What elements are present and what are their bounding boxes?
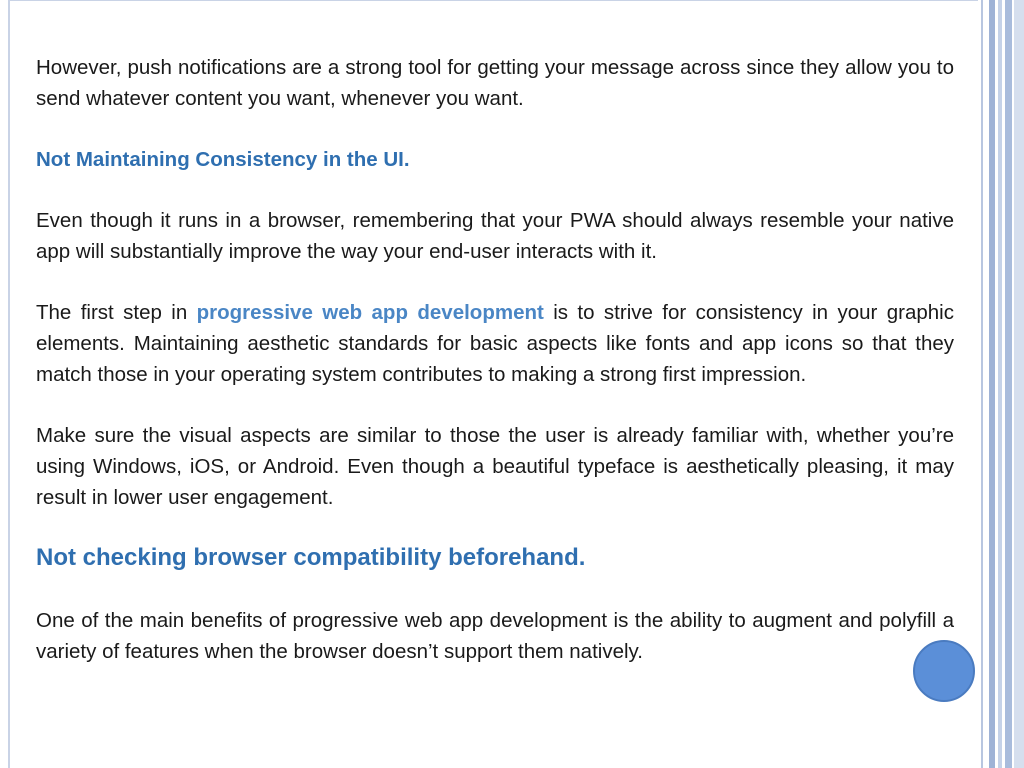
- paragraph-visual-aspects: Make sure the visual aspects are similar to those the user is already familiar with, whether you’re using Windows, iOS, or Android. Even though a beautiful typeface is aesthetically pleasing, it may result in lower user engagement.: [36, 424, 954, 509]
- paragraph-pwa-resemble: Even though it runs in a browser, remembering that your PWA should always resemble your native app will substantially improve the way your end-user interacts with it.: [36, 209, 954, 263]
- slide-frame-top: [8, 0, 980, 1]
- slide-frame-left: [8, 0, 10, 768]
- heading-browser-compatibility: Not checking browser compatibility beforehand.: [36, 544, 586, 571]
- decorative-side-stripes: [978, 0, 1024, 768]
- heading-consistency-ui: Not Maintaining Consistency in the UI.: [36, 148, 410, 171]
- paragraph-polyfill: One of the main benefits of progressive web app development is the ability to augment and polyfill a variety of features when the browser doesn’t support them natively.: [36, 609, 954, 663]
- paragraph-first-step-rest: is to strive for consistency in your graphic elements. Maintaining aesthetic standards for basic aspects like fonts and app icons so that they match those in your operating system contributes to making a strong first impression.: [36, 301, 954, 386]
- paragraph-first-step-lead: The first step in: [36, 301, 197, 324]
- paragraph-push-notifications: However, push notifications are a strong tool for getting your message across since they allow you to send whatever content you want, whenever you want.: [36, 56, 954, 110]
- pwa-development-link[interactable]: progressive web app development: [196, 301, 544, 324]
- decorative-circle: [913, 640, 975, 702]
- slide-content: [36, 52, 954, 667]
- paragraph-first-step: [36, 297, 954, 390]
